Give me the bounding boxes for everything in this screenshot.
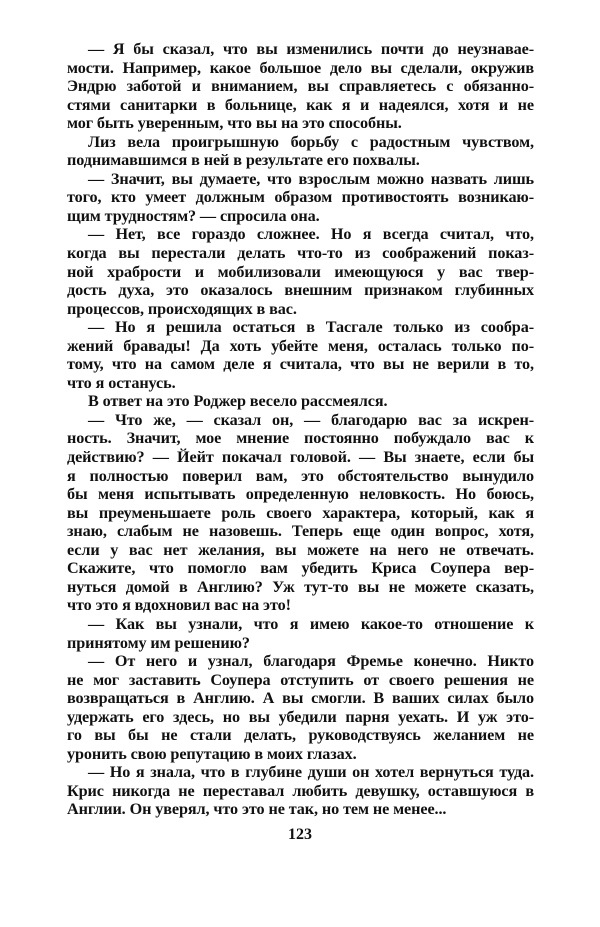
text-line: бы меня испытывать определенную неловкость. Но боюсь, <box>67 485 534 504</box>
text-line: Эндрю заботой и вниманием, вы справляетесь с обязанно- <box>67 77 534 96</box>
text-line: — Что же, — сказал он, — благодарю вас за искрен- <box>88 410 534 429</box>
text-line: поднимавшимся в ней в результате его похвалы. <box>67 151 420 170</box>
text-line: ной храбрости и мобилизовали имеющуюся у вас твер- <box>67 262 534 281</box>
text-line: — Нет, все гораздо сложнее. Но я всегда считал, что, <box>88 225 534 244</box>
text-line: не мог заставить Соупера отступить от своего решения не <box>67 670 534 689</box>
text-line: тому, что на самом деле я считала, что вы не верили в то, <box>67 355 534 374</box>
text-line: что это я вдохновил вас на это! <box>67 596 291 615</box>
text-line: щим трудностям? — спросила она. <box>67 206 320 225</box>
text-line: Лиз вела проигрышную борьбу с радостным чувством, <box>88 132 534 151</box>
paragraph <box>67 170 534 226</box>
text-line: Англии. Он уверял, что это не так, но тем не менее... <box>67 800 447 819</box>
page-body <box>67 40 534 819</box>
text-line: принятому им решению? <box>67 633 250 652</box>
text-line: го вы бы не стали делать, руководствуясь желанием не <box>67 726 534 745</box>
text-line: дость духа, это оказалось внешним признаком глубинных <box>67 281 534 300</box>
text-line: Крис никогда не переставал любить девушку, оставшуюся в <box>67 781 534 800</box>
paragraph <box>67 615 534 652</box>
text-line: удержать его здесь, но вы убедили парня уехать. И уж это- <box>67 707 534 726</box>
text-line: — От него и узнал, благодаря Фремье конечно. Никто <box>88 652 534 671</box>
text-line: — Значит, вы думаете, что взрослым можно назвать лишь <box>88 169 534 188</box>
paragraph <box>67 40 534 133</box>
text-line: мости. Например, какое большое дело вы сделали, окружив <box>67 58 534 77</box>
text-line: если у вас нет желания, вы можете на него не отвечать. <box>67 540 534 559</box>
text-line: жений бравады! Да хоть убейте меня, осталась только по- <box>67 336 534 355</box>
paragraph <box>67 225 534 318</box>
text-line: возвращаться в Англию. А вы смогли. В ваших силах было <box>67 689 534 708</box>
paragraph <box>67 411 534 615</box>
text-line: действию? — Йейт покачал головой. — Вы знаете, если бы <box>67 448 534 467</box>
text-line: что я останусь. <box>67 373 176 392</box>
paragraph <box>67 763 534 819</box>
text-line: мог быть уверенным, что вы на это способны. <box>67 114 402 133</box>
text-line: — Как вы узнали, что я имею какое-то отношение к <box>88 614 534 633</box>
text-line: уронить свою репутацию в моих глазах. <box>67 744 357 763</box>
paragraph <box>67 652 534 763</box>
text-line: вы преуменьшаете роль своего характера, который, как я <box>67 503 534 522</box>
text-line: процессов, происходящих в вас. <box>67 299 297 318</box>
text-line: того, кто умеет должным образом противостоять возникаю- <box>67 188 534 207</box>
text-line: нуться домой в Англию? Уж тут-то вы не можете сказать, <box>67 577 534 596</box>
paragraph <box>67 392 534 411</box>
text-line: стями санитарки в больнице, как я и надеялся, хотя и не <box>67 95 534 114</box>
text-line: Скажите, что помогло вам убедить Криса Соупера вер- <box>67 559 534 578</box>
text-line: когда вы перестали делать что-то из соображений показ- <box>67 244 534 263</box>
text-line: — Но я знала, что в глубине души он хотел вернуться туда. <box>88 763 534 782</box>
text-line: — Но я решила остаться в Тасгале только из сообра- <box>88 318 534 337</box>
text-line: я полностью поверил вам, это обстоятельство вынудило <box>67 466 534 485</box>
text-line: ность. Значит, мое мнение постоянно побуждало вас к <box>67 429 534 448</box>
text-line: знаю, слабым не назовешь. Теперь еще один вопрос, хотя, <box>67 522 534 541</box>
text-line: В ответ на это Роджер весело рассмеялся. <box>88 392 388 411</box>
paragraph <box>67 318 534 392</box>
text-line: — Я бы сказал, что вы изменились почти до неузнавае- <box>88 40 534 58</box>
paragraph <box>67 133 534 170</box>
page-number: 123 <box>288 826 312 843</box>
